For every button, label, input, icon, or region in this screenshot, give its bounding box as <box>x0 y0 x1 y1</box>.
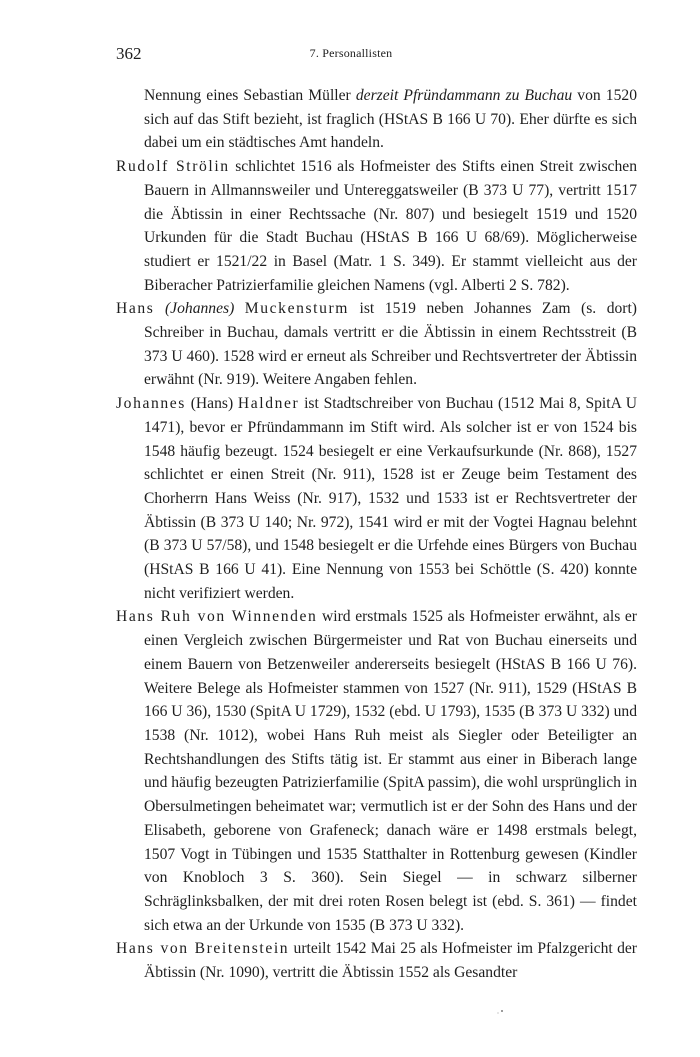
person-name: Hans von Breitenstein <box>116 940 290 958</box>
entry-text: schlichtet 1516 als Hofmeister des Stifts einen Streit zwischen Bauern in Allmannsweiler und Untereggatsweiler (B 373 U 77), vertritt 1517 die Äbtissin in einer Rechtssache (Nr. 807) und besiegelt 1519 und 1520 Urkunden für die Stadt Buchau (HStAS B 166 U 68/69). Möglicherweise studiert er 1521/22 in Basel (Matr. 1 S. 349). Er stammt vielleicht aus der Biberacher Patrizierfamilie gleichen Namens (vgl. Alberti 2 S. 782). <box>144 158 637 294</box>
entry-hans-muckensturm <box>116 297 637 392</box>
entry-rudolf-stroelin <box>116 155 637 297</box>
person-name: Hans <box>116 300 155 318</box>
person-alias: (Johannes) <box>164 300 235 318</box>
italic-quote: derzeit Pfründammann zu Buchau <box>355 87 573 104</box>
body-text <box>116 84 637 985</box>
person-name: Rudolf Strölin <box>116 158 230 176</box>
entry-text: ist 1519 neben Johannes Zam (s. dort) Schreiber in Buchau, damals vertritt er die Äbtissin in einem Rechtsstreit (B 373 U 460). 1528 wird er erneut als Schreiber und Rechtsvertreter der Äbtissin erwähnt (Nr. 919). Weitere Angaben fehlen. <box>144 300 637 389</box>
paragraph-continuation <box>116 84 637 155</box>
entry-hans-ruh <box>116 605 637 937</box>
person-surname: Muckensturm <box>244 300 350 318</box>
person-name: Hans Ruh von Winnenden <box>116 608 318 626</box>
page-header <box>116 44 586 66</box>
text-span: von 1520 sich auf das Stift bezieht, ist fraglich (HStAS B 166 U 70). Eher dürfte es sich dabei um ein städtisches Amt handeln. <box>144 87 637 152</box>
running-head: 7. Personallisten <box>309 46 393 60</box>
page-number: 362 <box>116 44 142 63</box>
entry-hans-breitenstein <box>116 937 637 984</box>
person-surname: Haldner <box>237 395 300 413</box>
scan-speck <box>501 1010 503 1012</box>
person-name: Johannes <box>116 395 186 413</box>
scan-speck <box>498 1013 499 1014</box>
entry-johannes-haldner <box>116 392 637 605</box>
entry-text: ist Stadtschreiber von Buchau (1512 Mai 8, SpitA U 1471), bevor er Pfründammann im Stift wird. Als solcher ist er von 1524 bis 1548 häufig bezeugt. 1524 besiegelt er eine Verkaufsurkunde (Nr. 868), 1527 schlichtet er einen Streit (Nr. 911), 1528 ist er Zeuge beim Testament des Chorherrn Hans Weiss (Nr. 917), 1532 und 1533 ist er Rechtsvertreter der Äbtissin (B 373 U 140; Nr. 972), 1541 wird er mit der Vogtei Hagnau belehnt (B 373 U 57/58), und 1548 besiegelt er die Urfehde eines Bürgers von Buchau (HStAS B 166 U 41). Eine Nennung von 1553 bei Schöttle (S. 420) konnte nicht verifiziert werden. <box>144 395 637 602</box>
text-span: Nennung eines Sebastian Müller <box>144 87 356 104</box>
entry-text: urteilt 1542 Mai 25 als Hofmeister im Pfalzgericht der Äbtissin (Nr. 1090), vertritt die Äbtissin 1552 als Gesandter <box>144 940 638 982</box>
entry-text: wird erstmals 1525 als Hofmeister erwähnt, als er einen Vergleich zwischen Bürgermeister und Rat von Buchau einerseits und einem Bauern von Betzenweiler andererseits besiegelt (HStAS B 166 U 76). Weitere Belege als Hofmeister stammen von 1527 (Nr. 911), 1529 (HStAS B 166 U 36), 1530 (SpitA U 1729), 1532 (ebd. U 1793), 1535 (B 373 U 332) und 1538 (Nr. 1012), wobei Hans Ruh meist als Siegler oder Beteiligter an Rechtshandlungen des Stifts tätig ist. Er stammt aus einer in Biberach lange und häufig bezeugten Patrizierfamilie (SpitA passim), die wohl ursprünglich in Obersulmetingen beheimatet war; vermutlich ist er der Sohn des Hans und der Elisabeth, geborene von Grafeneck; danach wäre er 1498 erstmals belegt, 1507 Vogt in Tübingen und 1535 Statthalter in Rottenburg gewesen (Kindler von Knobloch 3 S. 360). Sein Siegel — in schwarz silberner Schräglinksbalken, der mit drei roten Rosen belegt ist (ebd. S. 361) — findet sich etwa an der Urkunde von 1535 (B 373 U 332). <box>144 608 637 934</box>
person-alias: (Hans) <box>185 395 238 413</box>
